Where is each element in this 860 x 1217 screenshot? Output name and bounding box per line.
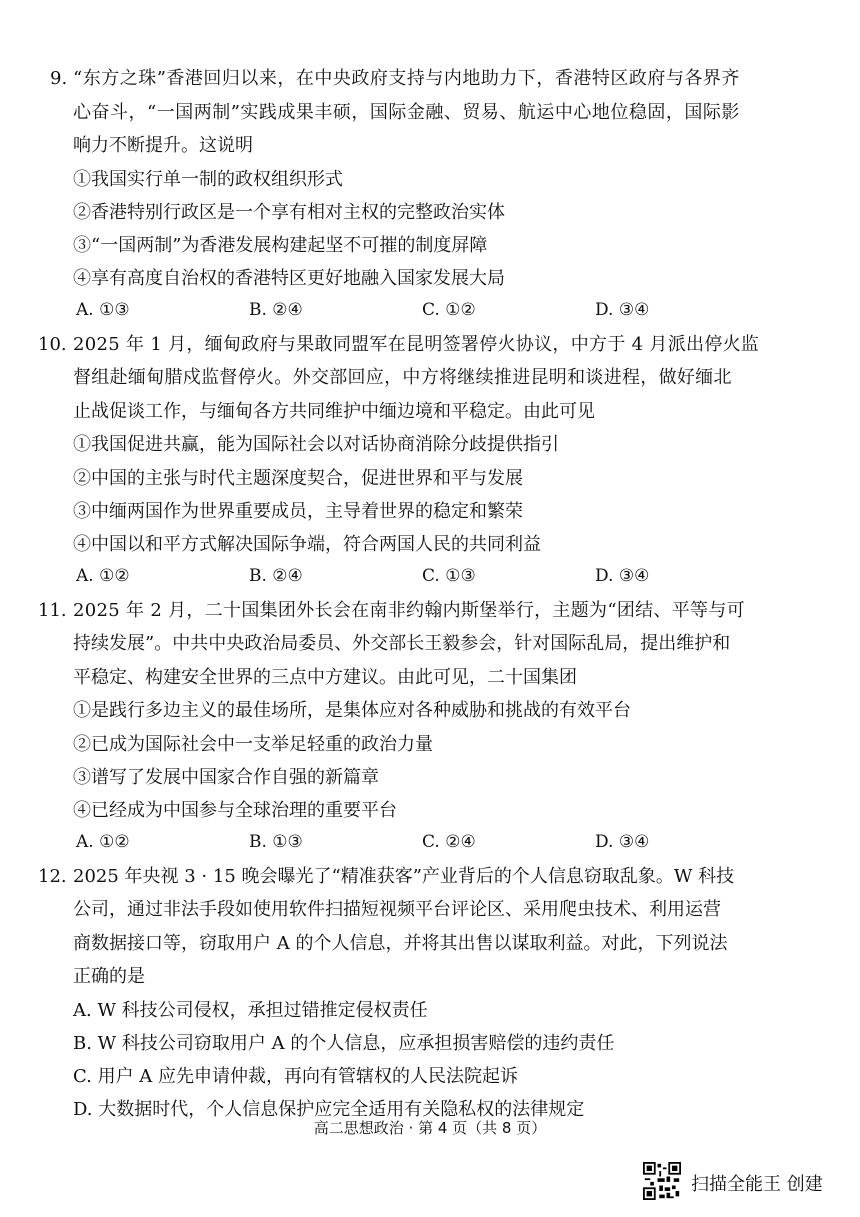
option-b[interactable]: B. ①③ xyxy=(249,832,303,852)
question-number: 11. xyxy=(38,600,67,621)
option-d[interactable]: D. ③④ xyxy=(595,832,650,852)
choice-item: ①我国促进共赢，能为国际社会以对话协商消除分歧提供指引 xyxy=(73,434,559,455)
option-c[interactable]: C. ②④ xyxy=(422,832,476,852)
choice-item: ④中国以和平方式解决国际争端，符合两国人民的共同利益 xyxy=(73,534,541,555)
option-a[interactable]: A. ①② xyxy=(76,832,130,852)
answer-options xyxy=(76,300,776,322)
answer-option[interactable]: D. 大数据时代，个人信息保护应完全适用有关隐私权的法律规定 xyxy=(73,1099,585,1120)
question-stem-line: 正确的是 xyxy=(73,966,145,987)
answer-options xyxy=(76,832,776,854)
question-stem-line: 平稳定、构建安全世界的三点中方建议。由此可见，二十国集团 xyxy=(73,667,577,688)
option-c[interactable]: C. ①② xyxy=(422,300,476,320)
question-stem-line: 督组赴缅甸腊戍监督停火。外交部回应，中方将继续推进昆明和谈进程，做好缅北 xyxy=(73,367,732,388)
question-number: 9. xyxy=(50,68,68,89)
choice-item: ③谱写了发展中国家合作自强的新篇章 xyxy=(73,767,379,788)
option-d[interactable]: D. ③④ xyxy=(595,566,650,586)
question-stem-line: 响力不断提升。这说明 xyxy=(73,135,253,156)
question-stem-line: 2025 年 2 月，二十国集团外长会在南非约翰内斯堡举行，主题为“团结、平等与可 xyxy=(73,600,745,621)
question-stem-line: “东方之珠”香港回归以来，在中央政府支持与内地助力下，香港特区政府与各界齐 xyxy=(73,68,740,89)
answer-option[interactable]: C. 用户 A 应先申请仲裁，再向有管辖权的人民法院起诉 xyxy=(73,1066,519,1087)
choice-item: ①我国实行单一制的政权组织形式 xyxy=(73,169,343,190)
scanner-watermark-text: 扫描全能王 创建 xyxy=(691,1174,823,1195)
answer-option[interactable]: B. W 科技公司窃取用户 A 的个人信息，应承担损害赔偿的违约责任 xyxy=(73,1033,615,1054)
page-footer: 高二思想政治 · 第 4 页（共 8 页） xyxy=(313,1119,547,1137)
choice-item: ④享有高度自治权的香港特区更好地融入国家发展大局 xyxy=(73,268,505,289)
answer-options xyxy=(76,566,776,588)
option-c[interactable]: C. ①③ xyxy=(422,566,476,586)
question-stem-line: 2025 年央视 3 · 15 晚会曝光了“精准获客”产业背后的个人信息窃取乱象。W 科技 xyxy=(73,866,735,887)
question-stem-line: 公司，通过非法手段如使用软件扫描短视频平台评论区、采用爬虫技术、利用运营 xyxy=(73,899,721,920)
question-number: 10. xyxy=(38,334,67,355)
choice-item: ②已成为国际社会中一支举足轻重的政治力量 xyxy=(73,734,433,755)
question-number: 12. xyxy=(38,866,67,887)
qr-code-icon xyxy=(643,1162,681,1200)
question-stem-line: 商数据接口等，窃取用户 A 的个人信息，并将其出售以谋取利益。对此，下列说法 xyxy=(73,933,728,954)
choice-item: ③中缅两国作为世界重要成员，主导着世界的稳定和繁荣 xyxy=(73,501,523,522)
choice-item: ④已经成为中国参与全球治理的重要平台 xyxy=(73,800,397,821)
answer-option[interactable]: A. W 科技公司侵权，承担过错推定侵权责任 xyxy=(73,1000,428,1021)
choice-item: ③“一国两制”为香港发展构建起坚不可摧的制度屏障 xyxy=(73,235,488,256)
question-stem-line: 心奋斗，“一国两制”实践成果丰硕，国际金融、贸易、航运中心地位稳固，国际影 xyxy=(73,102,740,123)
option-a[interactable]: A. ①② xyxy=(76,566,130,586)
question-stem-line: 2025 年 1 月，缅甸政府与果敢同盟军在昆明签署停火协议，中方于 4 月派出停火监 xyxy=(73,334,760,355)
option-a[interactable]: A. ①③ xyxy=(76,300,130,320)
question-stem-line: 持续发展”。中共中央政治局委员、外交部长王毅参会，针对国际乱局，提出维护和 xyxy=(73,633,731,654)
scanner-watermark xyxy=(643,1162,843,1200)
choice-item: ②香港特别行政区是一个享有相对主权的完整政治实体 xyxy=(73,202,505,223)
choice-item: ①是践行多边主义的最佳场所，是集体应对各种威胁和挑战的有效平台 xyxy=(73,700,631,721)
option-b[interactable]: B. ②④ xyxy=(249,566,303,586)
option-b[interactable]: B. ②④ xyxy=(249,300,303,320)
option-d[interactable]: D. ③④ xyxy=(595,300,650,320)
choice-item: ②中国的主张与时代主题深度契合，促进世界和平与发展 xyxy=(73,468,523,489)
question-stem-line: 止战促谈工作，与缅甸各方共同维护中缅边境和平稳定。由此可见 xyxy=(73,401,595,422)
